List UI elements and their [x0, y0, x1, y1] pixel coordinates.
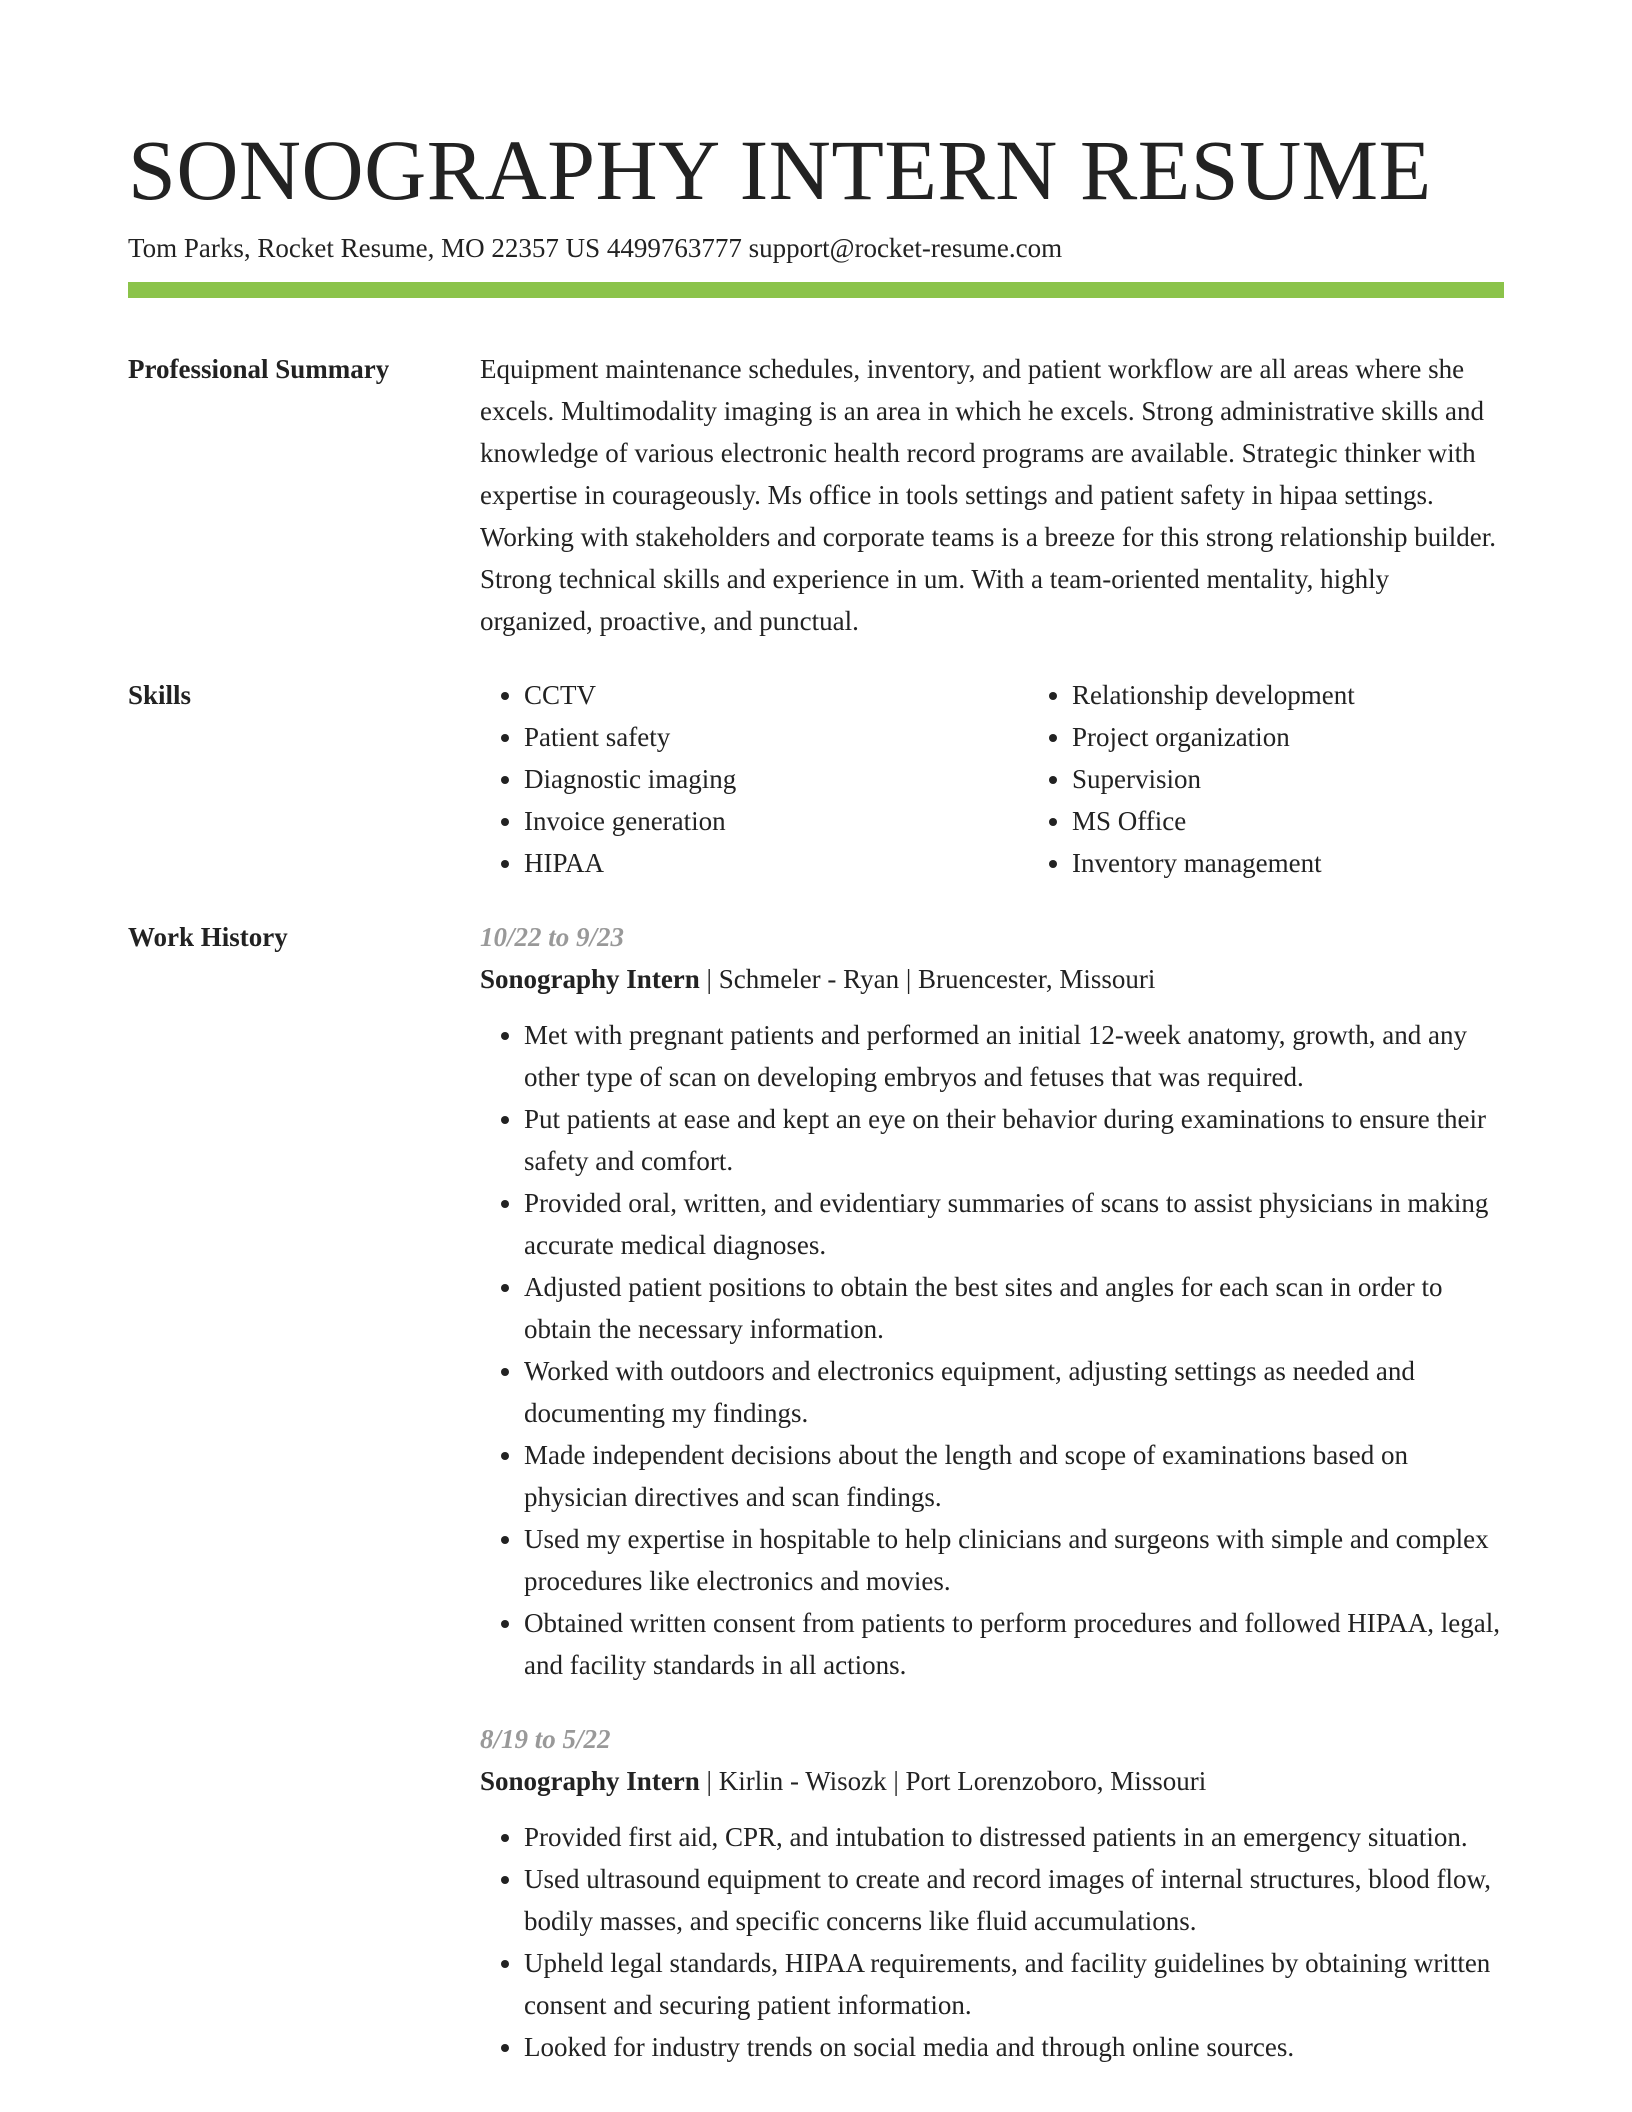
job-title: Sonography Intern — [480, 964, 700, 994]
job-bullet: • Provided first aid, CPR, and intubation to distressed patients in an emergency situation. — [524, 1816, 1504, 1858]
skill-item: • CCTV — [524, 674, 1028, 716]
job-bullet: • Obtained written consent from patients to perform procedures and followed HIPAA, legal, and facility standards in all actions. — [524, 1602, 1504, 1686]
work-history-body — [480, 916, 1504, 2068]
skill-item: • Patient safety — [524, 716, 1028, 758]
job-bullet: • Met with pregnant patients and performed an initial 12-week anatomy, growth, and any other type of scan on developing embryos and fetuses that was required. — [524, 1014, 1504, 1098]
summary-text: Equipment maintenance schedules, inventory, and patient workflow are all areas where she excels. Multimodality imaging is an area in which he excels. Strong administrative skills and knowledge of various electronic health record programs are available. Strategic thinker with expertise in courageously. Ms office in tools settings and patient safety in hipaa settings. Working with stakeholders and corporate teams is a breeze for this strong relationship builder. Strong technical skills and experience in um. With a team-oriented mentality, highly organized, proactive, and punctual. — [480, 354, 1497, 636]
job-bullet: • Worked with outdoors and electronics equipment, adjusting settings as needed and documenting my findings. — [524, 1350, 1504, 1434]
job-header — [480, 1760, 1504, 1802]
section-heading-summary: Professional Summary — [128, 354, 390, 384]
section-heading-skills: Skills — [128, 680, 192, 710]
job-bullet: • Made independent decisions about the length and scope of examinations based on physician directives and scan findings. — [524, 1434, 1504, 1518]
job-bullet: • Looked for industry trends on social media and through online sources. — [524, 2026, 1504, 2068]
job-bullet: • Used ultrasound equipment to create and record images of internal structures, blood flow, bodily masses, and specific concerns like fluid accumulations. — [524, 1858, 1504, 1942]
job-header — [480, 958, 1504, 1000]
job-bullet: • Put patients at ease and kept an eye on their behavior during examinations to ensure their safety and comfort. — [524, 1098, 1504, 1182]
skill-item: • MS Office — [1072, 800, 1532, 842]
accent-divider — [128, 282, 1504, 298]
job-employer-location: | Kirlin - Wisozk | Port Lorenzoboro, Missouri — [699, 1766, 1207, 1796]
skill-item: • Inventory management — [1072, 842, 1532, 884]
section-heading-work-history: Work History — [128, 922, 288, 952]
job-bullet: • Used my expertise in hospitable to help clinicians and surgeons with simple and complex procedures like electronics and movies. — [524, 1518, 1504, 1602]
skills-section — [128, 674, 1504, 884]
summary-body — [480, 348, 1504, 642]
job-entry — [480, 1718, 1504, 2068]
job-bullet-list — [480, 1014, 1504, 1686]
job-dates: 10/22 to 9/23 — [480, 922, 625, 952]
skills-columns — [480, 674, 1532, 884]
job-bullet-list — [480, 1816, 1504, 2068]
skill-item: • Supervision — [1072, 758, 1532, 800]
skill-item: • Diagnostic imaging — [524, 758, 1028, 800]
job-entry — [480, 916, 1504, 1686]
skills-body — [480, 674, 1532, 884]
skill-item: • HIPAA — [524, 842, 1028, 884]
skills-list-left — [480, 674, 1028, 884]
resume-page — [128, 120, 1504, 2068]
summary-section — [128, 348, 1504, 642]
job-bullet: • Adjusted patient positions to obtain the best sites and angles for each scan in order to obtain the necessary information. — [524, 1266, 1504, 1350]
contact-info: Tom Parks, Rocket Resume, MO 22357 US 4499763777 support@rocket-resume.com — [128, 233, 1063, 263]
skills-list-right — [1028, 674, 1532, 884]
resume-title: SONOGRAPHY INTERN RESUME — [128, 122, 1432, 218]
job-bullet: • Provided oral, written, and evidentiary summaries of scans to assist physicians in making accurate medical diagnoses. — [524, 1182, 1504, 1266]
job-employer-location: | Schmeler - Ryan | Bruencester, Missouri — [699, 964, 1156, 994]
skill-item: • Project organization — [1072, 716, 1532, 758]
job-title: Sonography Intern — [480, 1766, 700, 1796]
skill-item: • Invoice generation — [524, 800, 1028, 842]
job-dates: 8/19 to 5/22 — [480, 1724, 611, 1754]
job-bullet: • Upheld legal standards, HIPAA requirements, and facility guidelines by obtaining written consent and securing patient information. — [524, 1942, 1504, 2026]
work-history-section — [128, 916, 1504, 2068]
skill-item: • Relationship development — [1072, 674, 1532, 716]
